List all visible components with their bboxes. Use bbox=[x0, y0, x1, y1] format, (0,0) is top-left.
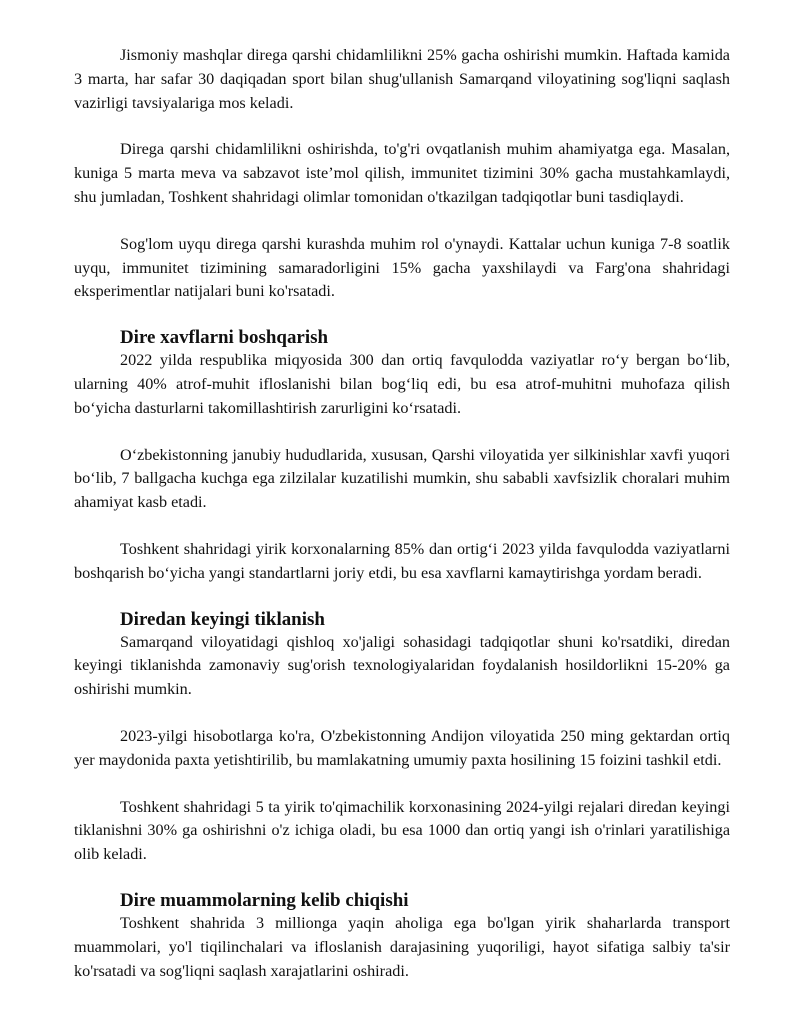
paragraph: Toshkent shahridagi yirik korxonalarning 85% dan ortig‘i 2023 yilda favqulodda vaziyatlarni boshqarish bo‘yicha yangi standartlarni joriy etdi, bu esa xavflarni kamaytirishga yordam beradi. bbox=[74, 539, 730, 582]
section-heading: Dire xavflarni boshqarish bbox=[120, 327, 328, 349]
section-heading: Diredan keyingi tiklanish bbox=[120, 608, 325, 630]
paragraph: Sog'lom uyqu direga qarshi kurashda muhim rol o'ynaydi. Kattalar uchun kuniga 7-8 soatlik uyqu, immunitet tizimining samaradorligini 15% gacha yaxshilaydi va Farg'ona shahridagi eksperimentlar natijalari buni ko'rsatadi. bbox=[74, 234, 730, 301]
paragraph: 2022 yilda respublika miqyosida 300 dan ortiq favqulodda vaziyatlar ro‘y bergan bo‘lib, ularning 40% atrof-muhit ifloslanishi bilan bog‘liq edi, bu esa atrof-muhitni muhofaza qilish bo‘yicha dasturlarni takomillashtirish zarurligini ko‘rsatadi. bbox=[74, 351, 730, 417]
paragraph: Direga qarshi chidamlilikni oshirishda, to'g'ri ovqatlanish muhim ahamiyatga ega. Masalan, kuniga 5 marta meva va sabzavot iste’mol qilish, immunitet tizimini 30% gacha mustahkamlaydi, shu jumladan, Toshkent shahridagi olimlar tomonidan o'tkazilgan tadqiqotlar buni tasdiqlaydi. bbox=[74, 140, 730, 206]
paragraph: Samarqand viloyatidagi qishloq xo'jaligi sohasidagi tadqiqotlar shuni ko'rsatdiki, diredan keyingi tiklanishda zamonaviy sug'orish texnologiyalaridan foydalanish hosildorlikni 15-20% ga oshirishi mumkin. bbox=[74, 632, 730, 699]
document-page bbox=[74, 44, 730, 983]
paragraph: Toshkent shahrida 3 millionga yaqin aholiga ega bo'lgan yirik shaharlarda transport muammolari, yo'l tiqilinchalari va ifloslanish darajasining yuqoriligi, hayot sifatiga salbiy ta'sir ko'rsatadi va sog'liqni saqlash xarajatlarini oshiradi. bbox=[74, 913, 730, 980]
paragraph: Jismoniy mashqlar direga qarshi chidamlilikni 25% gacha oshirishi mumkin. Haftada kamida 3 marta, har safar 30 daqiqadan sport bilan shug'ullanish Samarqand viloyatining sog'liqni saqlash vazirligi tavsiyalariga mos keladi. bbox=[74, 46, 730, 112]
paragraph: 2023-yilgi hisobotlarga ko'ra, O'zbekistonning Andijon viloyatida 250 ming gektardan ortiq yer maydonida paxta yetishtirilib, bu mamlakatning umumiy paxta hosilining 15 foizini tashkil etdi. bbox=[74, 726, 730, 769]
section-heading: Dire muammolarning kelib chiqishi bbox=[120, 889, 409, 911]
paragraph: Toshkent shahridagi 5 ta yirik to'qimachilik korxonasining 2024-yilgi rejalari diredan keyingi tiklanishni 30% ga oshirishni o'z ichiga oladi, bu esa 1000 dan ortiq yangi ish o'rinlari yaratilishiga olib keladi. bbox=[74, 797, 730, 864]
paragraph: O‘zbekistonning janubiy hududlarida, xususan, Qarshi viloyatida yer silkinishlar xavfi yuqori bo‘lib, 7 ballgacha kuchga ega zilzilalar kuzatilishi mumkin, shu sababli xavfsizlik choralari muhim ahamiyat kasb etadi. bbox=[74, 445, 730, 512]
